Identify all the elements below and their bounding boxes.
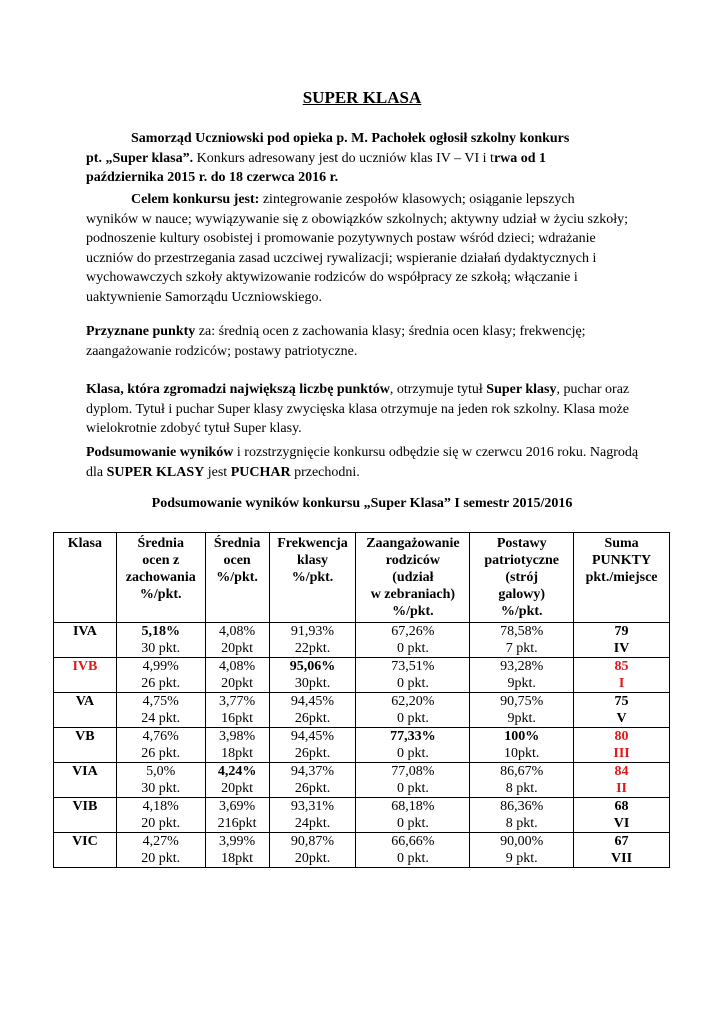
summary-text-1: i rozstrzygnięcie konkursu odbędzie się w czerwcu 2016 roku. Nagrodą dla <box>86 445 639 480</box>
cell-klasa: IVA <box>54 623 117 658</box>
cell-frekwencja: 91,93% 22pkt. <box>269 623 356 658</box>
cell-suma: 68 VI <box>574 798 670 833</box>
intro-line-1: Samorząd Uczniowski pod opieka p. M. Pachołek ogłosił szkolny konkurs <box>131 131 570 146</box>
cell-srednia: 3,98% 18pkt <box>205 728 269 763</box>
header-suma: Suma PUNKTY pkt./miejsce <box>574 533 670 623</box>
results-table <box>53 532 670 868</box>
cell-suma: 85 I <box>574 658 670 693</box>
cell-zachowanie: 4,76% 26 pkt. <box>116 728 205 763</box>
summary-super-klasy: SUPER KLASY <box>106 464 205 480</box>
winner-title: Super klasy <box>486 382 557 397</box>
cell-klasa: VB <box>54 728 117 763</box>
cell-zaangazowanie: 67,26% 0 pkt. <box>356 623 470 658</box>
cell-suma: 79 IV <box>574 623 670 658</box>
winner-lead: Klasa, która zgromadzi największą liczbę punktów <box>86 382 390 397</box>
table-row <box>54 623 670 658</box>
cell-zaangazowanie: 68,18% 0 pkt. <box>356 798 470 833</box>
paragraph-goals <box>86 190 646 307</box>
header-srednia-ocen: Średnia ocen %/pkt. <box>205 533 269 623</box>
paragraph-summary <box>86 443 646 482</box>
paragraph-points <box>86 322 646 361</box>
cell-klasa: IVB <box>54 658 117 693</box>
winner-text-1: , otrzymuje tytuł <box>389 382 487 397</box>
header-frekwencja: Frekwencja klasy %/pkt. <box>269 533 356 623</box>
cell-zachowanie: 5,0% 30 pkt. <box>116 763 205 798</box>
cell-frekwencja: 94,45% 26pkt. <box>269 728 356 763</box>
cell-postawy: 86,36% 8 pkt. <box>470 798 574 833</box>
table-header-row <box>54 533 670 623</box>
header-srednia-zachowania: Średnia ocen z zachowania %/pkt. <box>116 533 205 623</box>
table-row <box>54 798 670 833</box>
intro-dates-end: października 2015 r. do 18 czerwca 2016 r. <box>86 170 339 185</box>
cell-frekwencja: 94,37% 26pkt. <box>269 763 356 798</box>
cell-zachowanie: 4,27% 20 pkt. <box>116 833 205 868</box>
cell-zachowanie: 4,75% 24 pkt. <box>116 693 205 728</box>
cell-frekwencja: 90,87% 20pkt. <box>269 833 356 868</box>
cell-zachowanie: 4,18% 20 pkt. <box>116 798 205 833</box>
paragraph-intro <box>86 129 646 188</box>
cell-klasa: VIC <box>54 833 117 868</box>
table-row <box>54 763 670 798</box>
cell-zaangazowanie: 77,33% 0 pkt. <box>356 728 470 763</box>
table-row <box>54 658 670 693</box>
intro-line-2: Konkurs adresowany jest do uczniów klas IV – VI i t <box>193 150 494 166</box>
cell-postawy: 93,28% 9pkt. <box>470 658 574 693</box>
cell-frekwencja: 93,31% 24pkt. <box>269 798 356 833</box>
summary-text-2: jest <box>204 464 231 480</box>
points-text: za: średnią ocen z zachowania klasy; średnia ocen klasy; frekwencję; zaangażowanie rodziców; postawy patriotyczne. <box>86 324 586 359</box>
summary-puchar: PUCHAR <box>230 464 291 480</box>
cell-klasa: VIA <box>54 763 117 798</box>
table-title: Podsumowanie wyników konkursu „Super Klasa” I semestr 2015/2016 <box>151 496 573 511</box>
header-zaangazowanie: Zaangażowanie rodziców (udział w zebraniach) %/pkt. <box>356 533 470 623</box>
cell-postawy: 100% 10pkt. <box>470 728 574 763</box>
cell-suma: 67 VII <box>574 833 670 868</box>
intro-contest-name: pt. „Super klasa”. <box>86 150 194 166</box>
header-postawy: Postawy patriotyczne (strój galowy) %/pkt. <box>470 533 574 623</box>
intro-dates-start: rwa od 1 <box>493 150 547 166</box>
cell-frekwencja: 95,06% 30pkt. <box>269 658 356 693</box>
cell-zachowanie: 4,99% 26 pkt. <box>116 658 205 693</box>
cell-srednia: 4,24% 20pkt <box>205 763 269 798</box>
points-lead: Przyznane punkty <box>86 324 196 339</box>
page-title: SUPER KLASA <box>302 88 422 107</box>
cell-srednia: 3,99% 18pkt <box>205 833 269 868</box>
table-row <box>54 833 670 868</box>
cell-klasa: VA <box>54 693 117 728</box>
cell-zaangazowanie: 62,20% 0 pkt. <box>356 693 470 728</box>
cell-suma: 80 III <box>574 728 670 763</box>
table-row <box>54 728 670 763</box>
cell-zaangazowanie: 66,66% 0 pkt. <box>356 833 470 868</box>
goals-text-1: zintegrowanie zespołów klasowych; osiąganie lepszych <box>259 192 575 207</box>
cell-suma: 75 V <box>574 693 670 728</box>
paragraph-winner <box>86 380 646 439</box>
cell-srednia: 3,77% 16pkt <box>205 693 269 728</box>
cell-frekwencja: 94,45% 26pkt. <box>269 693 356 728</box>
cell-srednia: 4,08% 20pkt <box>205 623 269 658</box>
cell-postawy: 78,58% 7 pkt. <box>470 623 574 658</box>
summary-text-3: przechodni. <box>290 464 360 480</box>
cell-zachowanie: 5,18% 30 pkt. <box>116 623 205 658</box>
winner-text-2: , puchar oraz dyplom. Tytuł i puchar Super klasy zwycięska klasa otrzymuje na jeden rok szkolny. Klasa może wielokrotnie zdobyć tytuł Super klasy. <box>86 382 630 436</box>
cell-zaangazowanie: 77,08% 0 pkt. <box>356 763 470 798</box>
cell-srednia: 4,08% 20pkt <box>205 658 269 693</box>
cell-postawy: 86,67% 8 pkt. <box>470 763 574 798</box>
goals-lead: Celem konkursu jest: <box>131 192 260 207</box>
table-row <box>54 693 670 728</box>
cell-zaangazowanie: 73,51% 0 pkt. <box>356 658 470 693</box>
cell-postawy: 90,75% 9pkt. <box>470 693 574 728</box>
cell-suma: 84 II <box>574 763 670 798</box>
header-klasa: Klasa <box>54 533 117 623</box>
goals-text-2: wyników w nauce; wywiązywanie się z obowiązków szkolnych; aktywny udział w życiu szkoły; podnoszenie kultury osobistej i promowanie pozytywnych postaw wśród dzieci; wdrażanie uczniów do przestrzegania zasad uczciwej rywalizacji; wspieranie działań dydaktycznych i wychowawczych szkoły aktywizowanie rodziców do współpracy ze szkołą; włączanie i uaktywnienie Samorządu Uczniowskiego. <box>86 211 628 305</box>
summary-lead: Podsumowanie wyników <box>86 445 234 460</box>
cell-srednia: 3,69% 216pkt <box>205 798 269 833</box>
cell-klasa: VIB <box>54 798 117 833</box>
cell-postawy: 90,00% 9 pkt. <box>470 833 574 868</box>
